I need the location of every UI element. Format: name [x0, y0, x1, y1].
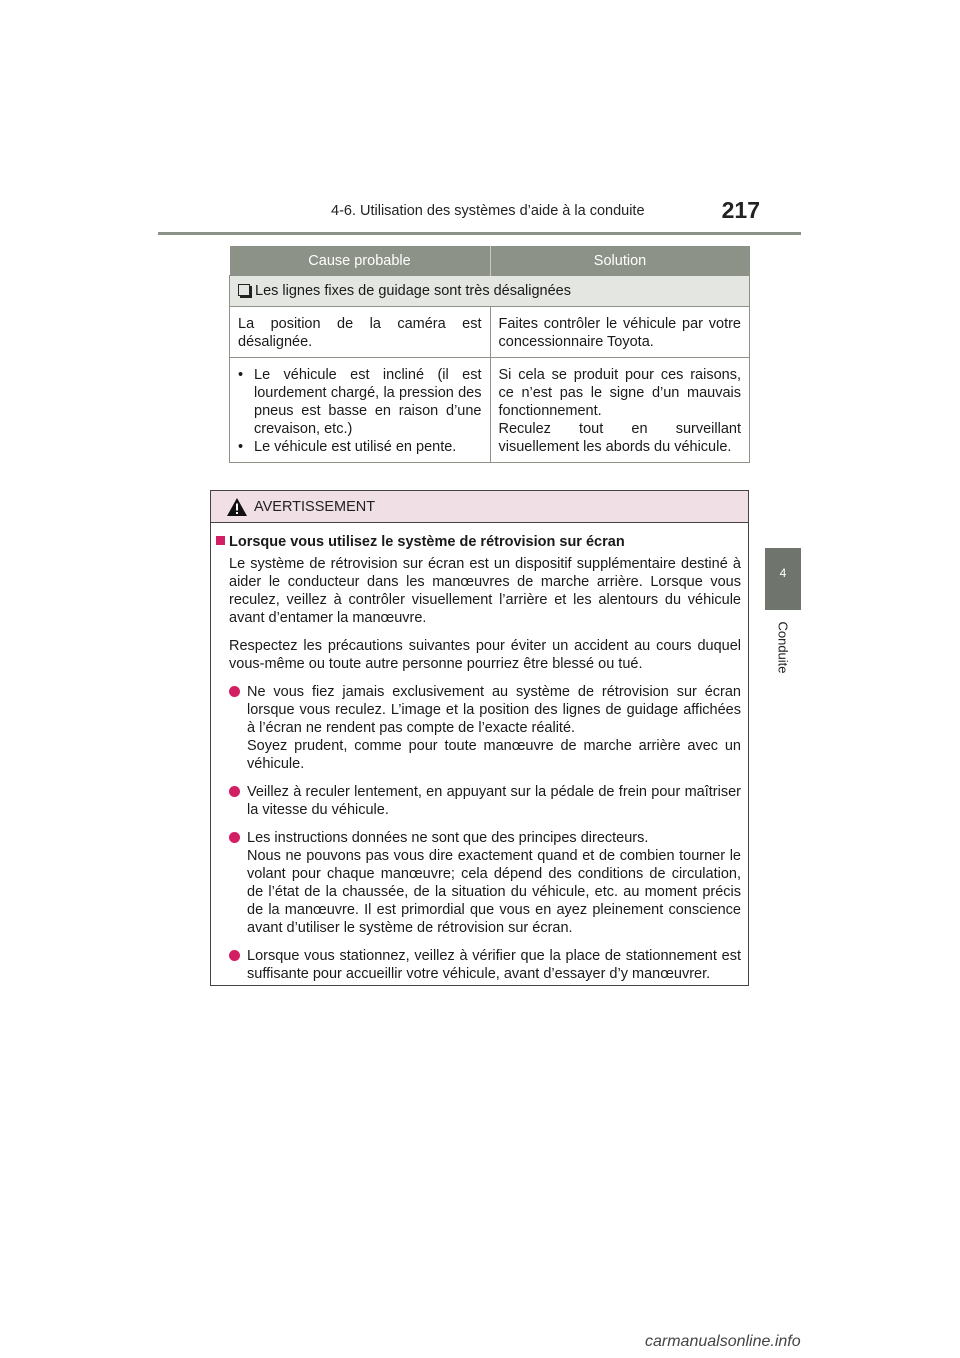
header-rule — [158, 232, 801, 235]
checkbox-icon — [238, 284, 250, 296]
warning-heading-text: Lorsque vous utilisez le système de rétrovision sur écran — [229, 534, 625, 550]
section-title-text: Les lignes fixes de guidage sont très désalignées — [255, 283, 571, 299]
section-cell — [230, 276, 750, 307]
warning-item — [216, 947, 741, 983]
solution-cell — [490, 358, 750, 463]
table-row — [230, 307, 750, 358]
warning-header — [211, 491, 748, 523]
cause-cell — [230, 358, 491, 463]
warning-paragraph: Le système de rétrovision sur écran est un dispositif supplémentaire destiné à aider le conducteur dans les manœuvres de marche arrière. Lorsque vous reculez, veillez à contrôler visuellement l’arrière et les alentours du véhicule avant d’entamer la manœuvre. — [229, 556, 741, 626]
warning-triangle-icon — [226, 497, 248, 517]
table-section-row — [230, 276, 750, 307]
cause-bullet-list — [238, 366, 482, 456]
warning-item — [216, 829, 741, 937]
square-bullet-icon — [216, 536, 225, 545]
warning-paragraph: Respectez les précautions suivantes pour éviter un accident au cours duquel vous-même ou toute autre personne pourriez être blessé ou tué. — [229, 638, 741, 672]
warning-title: AVERTISSEMENT — [254, 499, 376, 515]
chapter-tab[interactable]: 4 — [765, 548, 801, 610]
warning-item — [216, 683, 741, 773]
warning-item-line: Nous ne pouvons pas vous dire exactement quand et de combien tourner le volant pour chaque manœuvre; cela dépend des conditions de circulation, de l’état de la chaussée, de la situation du véhicule, etc. au moment précis de la manœuvre. Il est primordial que vous en ayez pleinement conscience avant d’utiliser le système de rétrovision sur écran. — [247, 848, 741, 936]
warning-item-line: Lorsque vous stationnez, veillez à vérifier que la place de stationnement est suffisante pour accueillir votre véhicule, avant d’essayer d’y manœuvrer. — [247, 948, 741, 982]
warning-item-line: Veillez à reculer lentement, en appuyant sur la pédale de frein pour maîtriser la vitesse du véhicule. — [247, 784, 741, 818]
column-header-solution: Solution — [490, 246, 750, 276]
cause-bullet: • Le véhicule est incliné (il est lourdement chargé, la pression des pneus est basse en raison d’une crevaison, etc.) — [238, 366, 482, 438]
cause-bullet: • Le véhicule est utilisé en pente. — [238, 438, 482, 456]
warning-item-line: Soyez prudent, comme pour toute manœuvre de marche arrière avec un véhicule. — [247, 738, 741, 772]
warning-item — [216, 783, 741, 819]
watermark: carmanualsonline.info — [645, 1333, 801, 1350]
table-row — [230, 358, 750, 463]
section-title: 4-6. Utilisation des systèmes d’aide à la conduite — [331, 203, 645, 219]
solution-line: Si cela se produit pour ces raisons, ce n’est pas le signe d’un mauvais fonctionnement. — [498, 367, 741, 419]
dot-bullet-icon — [229, 950, 240, 961]
warning-heading — [216, 533, 741, 551]
chapter-label: Conduite — [775, 621, 791, 674]
cause-cell: La position de la caméra est désalignée. — [230, 307, 491, 358]
warning-body — [211, 523, 748, 983]
dot-bullet-icon — [229, 686, 240, 697]
solution-line: Reculez tout en surveillant visuellement les abords du véhicule. — [498, 421, 741, 455]
column-header-cause: Cause probable — [230, 246, 491, 276]
troubleshooting-table — [229, 246, 750, 463]
dot-bullet-icon — [229, 786, 240, 797]
warning-item-line: Les instructions données ne sont que des principes directeurs. — [247, 830, 649, 846]
dot-bullet-icon — [229, 832, 240, 843]
page-number: 217 — [721, 197, 760, 223]
warning-item-line: Ne vous fiez jamais exclusivement au système de rétrovision sur écran lorsque vous reculez. L’image et la position des lignes de guidage affichées à l’écran ne rendent pas compte de l’exacte réalité. — [247, 684, 741, 736]
solution-cell: Faites contrôler le véhicule par votre concessionnaire Toyota. — [490, 307, 750, 358]
warning-box — [210, 490, 749, 986]
